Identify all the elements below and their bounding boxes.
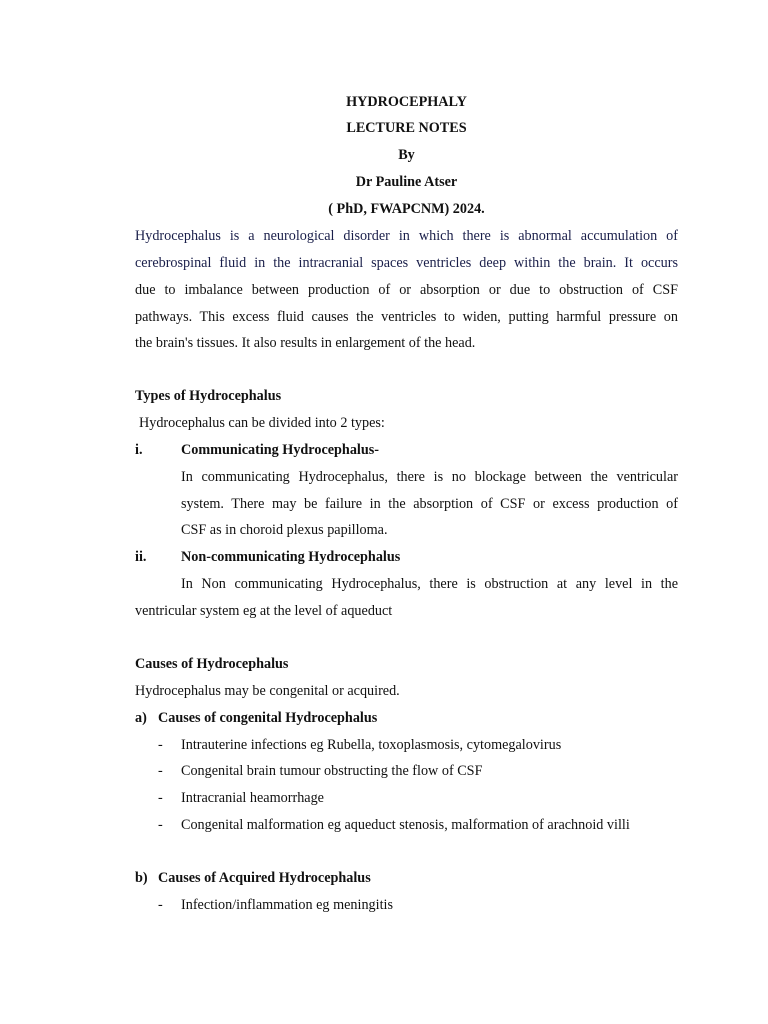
section-heading-types: Types of Hydrocephalus [135,388,282,404]
document-title: HYDROCEPHALY [346,94,467,110]
list-marker: b) [135,870,148,886]
list-item: Intracranial heamorrhage [181,790,324,806]
bullet-dash: - [158,790,163,806]
type-description-line: In communicating Hydrocephalus, there is no blockage between the ventricular [181,469,678,485]
intro-line: cerebrospinal fluid in the intracranial spaces ventricles deep within the brain. It occurs [135,255,678,271]
list-marker: ii. [135,549,147,565]
list-marker: a) [135,710,147,726]
types-lead: Hydrocephalus can be divided into 2 types: [139,415,385,431]
byline-label: By [398,147,415,163]
subsection-heading-acquired: Causes of Acquired Hydrocephalus [158,870,371,886]
intro-line: due to imbalance between production of or absorption or due to obstruction of CSF [135,282,678,298]
causes-lead: Hydrocephalus may be congenital or acquired. [135,683,400,699]
author-name: Dr Pauline Atser [355,174,458,190]
list-marker: i. [135,442,143,458]
type-description-line: In Non communicating Hydrocephalus, there is obstruction at any level in the [181,576,678,592]
type-title-communicating: Communicating Hydrocephalus- [181,442,379,458]
list-item: Congenital brain tumour obstructing the flow of CSF [181,763,483,779]
list-item: Congenital malformation eg aqueduct stenosis, malformation of arachnoid villi [181,817,630,833]
intro-line: the brain's tissues. It also results in enlargement of the head. [135,335,476,351]
bullet-dash: - [158,817,163,833]
list-item: Infection/inflammation eg meningitis [181,897,393,913]
type-description-line: system. There may be failure in the absorption of CSF or excess production of [181,496,678,512]
type-description-line: ventricular system eg at the level of aqueduct [135,603,393,619]
subsection-heading-congenital: Causes of congenital Hydrocephalus [158,710,378,726]
intro-line: pathways. This excess fluid causes the ventricles to widen, putting harmful pressure on [135,309,678,325]
bullet-dash: - [158,737,163,753]
intro-line: Hydrocephalus is a neurological disorder in which there is abnormal accumulation of [135,228,678,244]
author-credentials: ( PhD, FWAPCNM) 2024. [328,201,485,217]
section-heading-causes: Causes of Hydrocephalus [135,656,289,672]
bullet-dash: - [158,897,163,913]
type-title-non-communicating: Non-communicating Hydrocephalus [181,549,401,565]
type-description-line: CSF as in choroid plexus papilloma. [181,522,388,538]
bullet-dash: - [158,763,163,779]
document-subtitle: LECTURE NOTES [346,120,467,136]
list-item: Intrauterine infections eg Rubella, toxoplasmosis, cytomegalovirus [181,737,562,753]
